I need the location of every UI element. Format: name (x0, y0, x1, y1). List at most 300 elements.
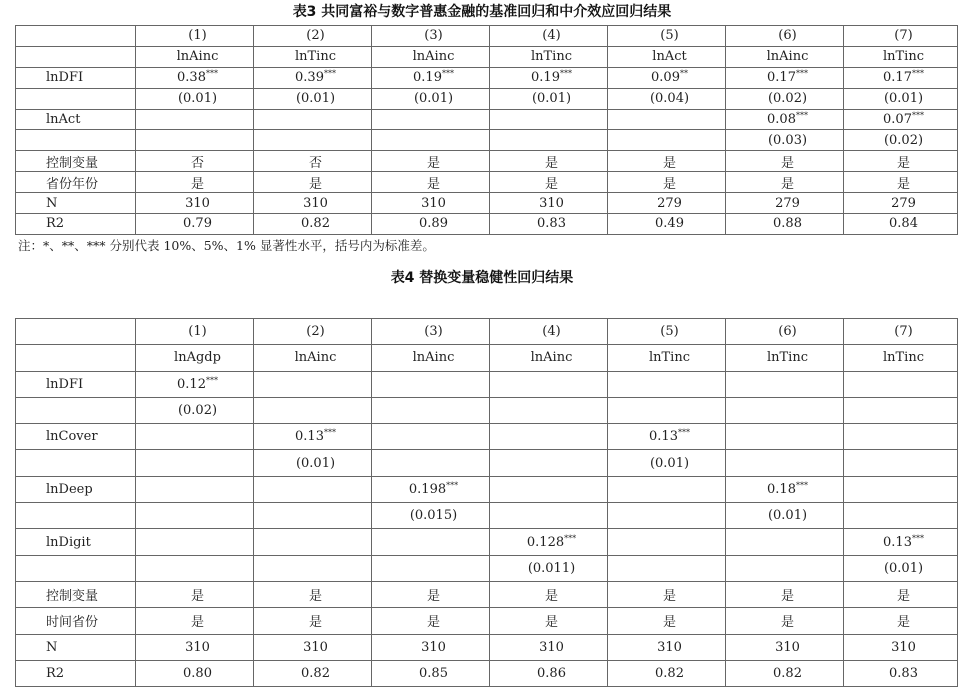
significance-stars: *** (677, 428, 690, 438)
dependent-variable (844, 46, 958, 67)
table-cell (254, 67, 372, 88)
dependent-variable-text: lnTinc (530, 49, 572, 65)
table-cell (726, 67, 844, 88)
table-cell-text: 是 (308, 615, 322, 631)
row-label (16, 608, 136, 634)
row-label (16, 555, 136, 581)
table-cell (136, 130, 254, 151)
table-cell-text: 0.82 (655, 666, 684, 681)
table-cell-text: 是 (780, 155, 794, 171)
table-cell (372, 88, 490, 109)
column-number (608, 26, 726, 47)
row-label-text: R2 (46, 216, 65, 232)
table-cell (254, 608, 372, 634)
table-cell-text: 是 (544, 176, 558, 192)
table-cell (372, 581, 490, 607)
table-cell-text: (0.01) (531, 91, 572, 107)
column-number (254, 319, 372, 345)
column-number (136, 26, 254, 47)
table-cell (844, 193, 958, 214)
table3-title: 表3 共同富裕与数字普惠金融的基准回归和中介效应回归结果 (292, 4, 672, 20)
table-cell (372, 130, 490, 151)
table-cell (608, 151, 726, 172)
table-cell (608, 193, 726, 214)
table-cell-text: 0.12 (177, 376, 206, 392)
table-cell (136, 581, 254, 607)
table-cell-text: 0.17 (883, 70, 912, 86)
table-cell-text: 0.19 (531, 70, 560, 86)
row-label-text: lnDeep (46, 481, 93, 497)
table-row (16, 214, 958, 235)
table-cell-text: 0.39 (295, 70, 324, 86)
table-cell-text: 0.89 (419, 216, 448, 232)
table-cell-text: (0.04) (649, 91, 690, 107)
table-cell (490, 109, 608, 130)
table-cell (726, 88, 844, 109)
table-cell-text: 是 (190, 176, 204, 192)
row-label (16, 214, 136, 235)
column-number (490, 26, 608, 47)
column-number-text: (3) (424, 28, 443, 44)
row-label (16, 151, 136, 172)
row-label (16, 476, 136, 502)
row-label (16, 529, 136, 555)
table-cell (254, 109, 372, 130)
table-cell (254, 193, 372, 214)
table-cell (136, 397, 254, 423)
table-row (16, 581, 958, 607)
table-cell (608, 608, 726, 634)
table-cell (136, 450, 254, 476)
table-cell (254, 130, 372, 151)
table-cell-text: (0.01) (767, 508, 808, 524)
table-cell (372, 660, 490, 686)
table-cell (136, 660, 254, 686)
table-cell (726, 529, 844, 555)
table-cell (490, 660, 608, 686)
table-cell-text: 是 (308, 176, 322, 192)
table-cell (254, 214, 372, 235)
table-cell-text: (0.01) (413, 91, 454, 107)
table-cell (136, 193, 254, 214)
table-cell-text: 0.13 (295, 429, 324, 445)
table-cell (726, 214, 844, 235)
table-cell (844, 660, 958, 686)
significance-stars: ** (679, 69, 688, 79)
table-cell-text: 是 (780, 589, 794, 605)
table-cell-text: 310 (775, 639, 800, 655)
table-cell (726, 450, 844, 476)
table-cell (726, 555, 844, 581)
table-cell (726, 130, 844, 151)
column-number (254, 26, 372, 47)
table-cell (844, 424, 958, 450)
table-cell (608, 214, 726, 235)
table-cell (490, 214, 608, 235)
table-cell (726, 476, 844, 502)
table-cell-text: 0.08 (767, 112, 796, 127)
table-cell-text: 0.13 (883, 534, 912, 550)
table-cell-text: 279 (891, 195, 916, 211)
column-number (608, 319, 726, 345)
significance-stars: *** (205, 69, 218, 79)
table-cell (608, 371, 726, 397)
table-cell-text: 是 (780, 615, 794, 631)
significance-stars: *** (323, 69, 336, 79)
table-cell (608, 88, 726, 109)
table4-title: 表4 替换变量稳健性回归结果 (390, 270, 574, 286)
dependent-variable-text: lnTinc (648, 350, 690, 366)
table-cell (726, 397, 844, 423)
row-label (16, 67, 136, 88)
table-cell (490, 193, 608, 214)
dependent-variable (490, 345, 608, 371)
table-row (16, 660, 958, 686)
table-row (16, 424, 958, 450)
significance-stars: *** (795, 69, 808, 79)
table-cell-text: 0.86 (537, 666, 566, 681)
table-cell-text: 0.49 (655, 216, 684, 232)
table-cell (608, 529, 726, 555)
table-cell (726, 371, 844, 397)
table-cell (608, 397, 726, 423)
dependent-variable-text: lnAinc (412, 49, 455, 65)
table-cell (726, 581, 844, 607)
table-row (16, 371, 958, 397)
table-cell-text: 0.83 (537, 216, 566, 232)
header-corner (16, 46, 136, 67)
table-cell (372, 193, 490, 214)
table-cell (254, 371, 372, 397)
table-cell-text: 是 (426, 176, 440, 192)
column-number-text: (7) (894, 324, 913, 340)
column-number-text: (1) (188, 324, 207, 340)
table-cell (608, 660, 726, 686)
table-cell-text: 0.18 (767, 481, 796, 497)
table-cell-text: 0.198 (408, 481, 447, 497)
table-cell-text: (0.01) (295, 455, 336, 471)
table-cell (844, 109, 958, 130)
table-row (16, 67, 958, 88)
row-label (16, 109, 136, 130)
table-cell-text: 310 (303, 639, 328, 655)
row-label (16, 130, 136, 151)
table-cell (490, 67, 608, 88)
dependent-variable-text: lnTinc (882, 350, 924, 366)
table-cell-text: (0.011) (527, 560, 576, 576)
table-cell (844, 151, 958, 172)
row-label-text: lnDigit (46, 534, 91, 550)
table-cell (372, 634, 490, 660)
table-cell-text: 0.38 (177, 70, 206, 86)
dependent-variable-row (16, 345, 958, 371)
table-cell-text: 是 (780, 176, 794, 192)
table-row (16, 130, 958, 151)
row-label-text: 控制变量 (46, 155, 99, 171)
column-number-text: (4) (542, 28, 561, 44)
column-number-text: (6) (778, 324, 797, 340)
table-cell-text: 是 (662, 155, 676, 171)
table-cell (608, 476, 726, 502)
table-cell-text: 0.88 (773, 216, 802, 232)
table-cell-text: (0.01) (295, 91, 336, 107)
table-cell (490, 450, 608, 476)
table-cell (372, 371, 490, 397)
table-cell (136, 555, 254, 581)
table-cell (254, 660, 372, 686)
row-label-text: 时间省份 (46, 615, 99, 631)
table-cell (136, 67, 254, 88)
table-row (16, 476, 958, 502)
row-label-text: 省份年份 (46, 176, 99, 192)
table-cell-text: 是 (896, 155, 910, 171)
table-row (16, 193, 958, 214)
significance-stars: *** (911, 533, 924, 543)
dependent-variable-text: lnAinc (412, 350, 455, 366)
dependent-variable (372, 46, 490, 67)
table-cell (726, 634, 844, 660)
table-cell (490, 424, 608, 450)
row-label-text: lnCover (46, 429, 98, 445)
table-cell (726, 193, 844, 214)
table-cell (844, 529, 958, 555)
column-number (372, 319, 490, 345)
table-cell-text: 0.80 (183, 666, 212, 681)
table-cell (490, 503, 608, 529)
table-cell (844, 88, 958, 109)
dependent-variable (254, 345, 372, 371)
dependent-variable (136, 46, 254, 67)
row-label-text: 控制变量 (46, 589, 99, 605)
table-cell (608, 503, 726, 529)
table-cell (254, 151, 372, 172)
table-cell (136, 172, 254, 193)
table-cell (490, 608, 608, 634)
table-cell (136, 503, 254, 529)
table-cell-text: 是 (426, 589, 440, 605)
table-cell (844, 397, 958, 423)
table-cell-text: 0.84 (889, 216, 918, 232)
table-cell-text: 是 (662, 589, 676, 605)
table-cell-text: 0.128 (526, 534, 565, 550)
table-cell (254, 476, 372, 502)
table-cell (608, 555, 726, 581)
significance-stars: *** (911, 111, 924, 120)
dependent-variable (608, 46, 726, 67)
table-cell (254, 503, 372, 529)
dependent-variable (726, 345, 844, 371)
table-cell (372, 151, 490, 172)
dependent-variable-text: lnTinc (766, 350, 808, 366)
table-cell-text: 0.79 (183, 216, 212, 232)
table-cell (844, 371, 958, 397)
table-row (16, 88, 958, 109)
table-cell (372, 450, 490, 476)
table-row (16, 151, 958, 172)
table-cell (372, 67, 490, 88)
column-number-text: (7) (894, 28, 913, 44)
table-cell (254, 529, 372, 555)
table-cell-text: 279 (657, 195, 682, 211)
table-cell-text: 是 (544, 615, 558, 631)
table-cell-text: 是 (896, 589, 910, 605)
table-cell (608, 109, 726, 130)
table-cell (136, 109, 254, 130)
table-cell (136, 214, 254, 235)
table-cell (844, 581, 958, 607)
column-number (726, 26, 844, 47)
table-cell-text: (0.02) (883, 132, 924, 148)
table-cell-text: 是 (662, 615, 676, 631)
table-cell-text: 是 (426, 615, 440, 631)
dependent-variable (844, 345, 958, 371)
table-cell (608, 172, 726, 193)
table-row (16, 608, 958, 634)
row-label (16, 581, 136, 607)
column-number-text: (5) (660, 28, 679, 44)
table-cell (372, 424, 490, 450)
table-cell (490, 130, 608, 151)
significance-stars: *** (564, 533, 577, 543)
header-corner (16, 26, 136, 47)
table-cell-text: 是 (896, 176, 910, 192)
significance-stars: *** (205, 375, 218, 385)
dependent-variable-row (16, 46, 958, 67)
table-cell (490, 397, 608, 423)
table-cell (136, 608, 254, 634)
table-row (16, 172, 958, 193)
table-cell (136, 529, 254, 555)
table-cell-text: 310 (421, 195, 446, 211)
table-cell-text: 0.82 (301, 216, 330, 232)
table-row (16, 529, 958, 555)
table-cell (490, 172, 608, 193)
column-number-text: (5) (660, 324, 679, 340)
row-label (16, 634, 136, 660)
row-label-text: lnDFI (46, 70, 84, 86)
table-cell (844, 503, 958, 529)
dependent-variable (372, 345, 490, 371)
dependent-variable-text: lnAinc (176, 49, 219, 65)
column-number-text: (3) (424, 324, 443, 340)
table-cell-text: 是 (426, 155, 440, 171)
row-label (16, 193, 136, 214)
table-cell-text: 310 (185, 195, 210, 211)
table-cell-text: 310 (421, 639, 446, 655)
row-label (16, 450, 136, 476)
table-cell (844, 634, 958, 660)
row-label (16, 397, 136, 423)
table-cell (844, 130, 958, 151)
table-cell-text: (0.03) (767, 132, 808, 148)
table-cell (608, 634, 726, 660)
table-cell (844, 608, 958, 634)
table-cell (254, 581, 372, 607)
row-label (16, 503, 136, 529)
table-cell-text: 是 (544, 589, 558, 605)
table-cell-text: 是 (896, 615, 910, 631)
column-number (136, 319, 254, 345)
table-cell (372, 109, 490, 130)
table-cell (608, 424, 726, 450)
dependent-variable (254, 46, 372, 67)
table3-regression (15, 25, 958, 235)
column-number-text: (4) (542, 324, 561, 340)
column-number (372, 26, 490, 47)
row-label (16, 424, 136, 450)
table-cell (608, 130, 726, 151)
table-cell-text: 0.09 (651, 70, 680, 86)
table-row (16, 397, 958, 423)
column-number (490, 319, 608, 345)
table-cell (136, 634, 254, 660)
table-cell (844, 450, 958, 476)
table-row (16, 634, 958, 660)
table-cell (254, 424, 372, 450)
column-number-text: (6) (778, 28, 797, 44)
table-cell (136, 371, 254, 397)
table-cell-text: (0.02) (767, 91, 808, 107)
table-cell (490, 555, 608, 581)
significance-stars: *** (795, 111, 808, 120)
table-cell-text: 310 (185, 639, 210, 655)
row-label (16, 660, 136, 686)
table-cell-text: 是 (662, 176, 676, 192)
table-cell (136, 476, 254, 502)
column-number-text: (2) (306, 28, 325, 44)
dependent-variable (726, 46, 844, 67)
table-cell-text: (0.02) (177, 403, 218, 419)
table-row (16, 109, 958, 130)
column-number (726, 319, 844, 345)
dependent-variable-text: lnTinc (294, 49, 336, 65)
table-cell (726, 608, 844, 634)
table4-robustness (15, 318, 958, 687)
header-corner (16, 345, 136, 371)
dependent-variable-text: lnTinc (882, 49, 924, 65)
table-cell-text: 0.82 (773, 666, 802, 681)
table-row (16, 450, 958, 476)
table-cell (490, 634, 608, 660)
row-label-text: lnAct (46, 112, 81, 127)
row-label-text: lnDFI (46, 376, 84, 392)
table-cell-text: 否 (190, 155, 204, 171)
significance-stars: *** (323, 428, 336, 438)
table-cell-text: 是 (308, 589, 322, 605)
table-cell (844, 555, 958, 581)
table-cell-text: 是 (190, 615, 204, 631)
row-label (16, 172, 136, 193)
row-label (16, 88, 136, 109)
table-cell (844, 67, 958, 88)
table-cell-text: 否 (308, 155, 322, 171)
table-cell (490, 581, 608, 607)
table-cell (136, 88, 254, 109)
table-cell (372, 397, 490, 423)
significance-stars: *** (795, 480, 808, 490)
table-cell (372, 476, 490, 502)
table3-note: 注：*、**、*** 分别代表 10%、5%、1% 显著性水平，括号内为标准差。 (18, 238, 435, 253)
column-number-text: (2) (306, 324, 325, 340)
column-number-row (16, 26, 958, 47)
table-cell-text: 0.07 (883, 112, 912, 127)
table-cell (372, 172, 490, 193)
table-cell (726, 503, 844, 529)
row-label (16, 371, 136, 397)
table-cell (490, 476, 608, 502)
column-number (844, 319, 958, 345)
table-cell (372, 529, 490, 555)
